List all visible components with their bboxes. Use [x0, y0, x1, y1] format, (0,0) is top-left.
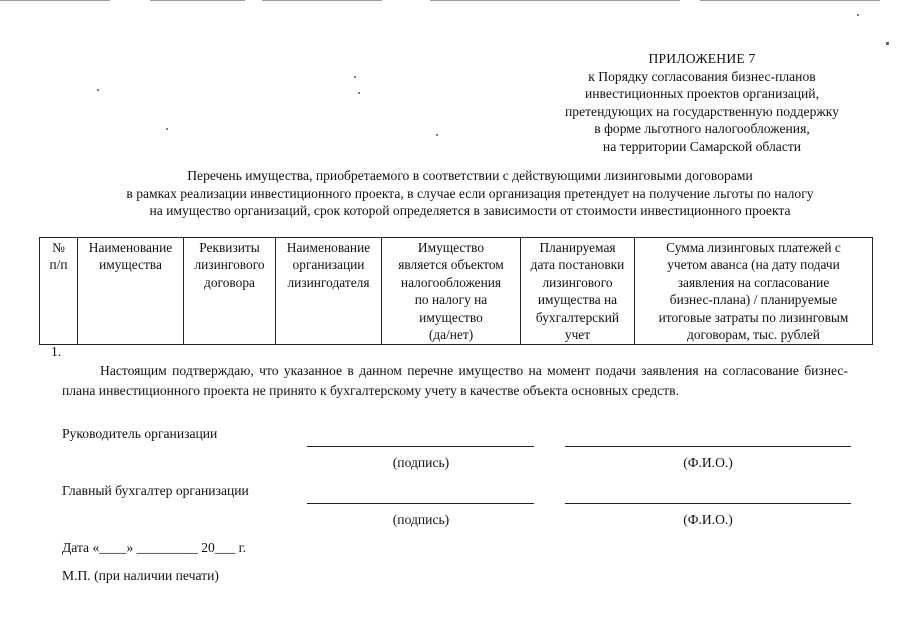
header-text: договора	[204, 274, 255, 290]
header-text: Сумма лизинговых платежей с	[666, 240, 841, 255]
header-text: по налогу на	[414, 292, 488, 308]
scan-speck	[166, 128, 168, 130]
scan-speck	[886, 42, 889, 45]
head-signature-caption: (подпись)	[392, 455, 450, 470]
table-header-row	[40, 238, 873, 345]
scan-speck	[857, 14, 859, 16]
document-heading	[40, 167, 900, 220]
head-name-caption: (Ф.И.О.)	[683, 455, 733, 470]
scan-speck	[436, 134, 438, 136]
header-text: лизингового	[542, 274, 613, 290]
accountant-signature-line[interactable]	[307, 503, 534, 504]
header-text: лизингодателя	[287, 274, 370, 290]
heading-line: на имущество организаций, срок которой определяется в зависимости от стоимости инвестиционного проекта	[149, 203, 791, 218]
scan-speck	[354, 76, 356, 78]
heading-line: Перечень имущества, приобретаемого в соответствии с действующими лизинговыми договорами	[187, 168, 753, 183]
accountant-name-line[interactable]	[565, 503, 851, 504]
header-text: лизингового	[194, 257, 265, 273]
stamp-line: М.П. (при наличии печати)	[62, 568, 219, 583]
header-text: п/п	[49, 257, 68, 273]
column-header-lease-details	[184, 238, 276, 345]
header-text: организации	[292, 257, 365, 273]
header-text: бухгалтерский	[535, 309, 620, 325]
header-text: Реквизиты	[199, 240, 260, 255]
header-text: (да/нет)	[428, 327, 474, 343]
header-text: №	[52, 240, 65, 255]
header-text: имущество	[419, 309, 483, 325]
accountant-name-caption: (Ф.И.О.)	[683, 512, 733, 527]
header-text: учетом аванса (на дату подачи	[667, 257, 840, 273]
column-header-property-name	[78, 238, 184, 345]
column-header-number	[40, 238, 78, 345]
header-text: дата постановки	[530, 257, 625, 273]
date-line: Дата «____» _________ 20___ г.	[62, 540, 247, 555]
header-text: имущества на	[537, 292, 618, 308]
scan-speck	[358, 92, 360, 94]
appendix-line: к Порядку согласования бизнес-планов	[588, 68, 816, 84]
appendix-title: ПРИЛОЖЕНИЕ 7	[648, 51, 756, 66]
header-text: Планируемая	[539, 240, 616, 255]
head-signature-line[interactable]	[307, 446, 534, 447]
header-text: учет	[564, 327, 591, 343]
scan-edge-line	[0, 0, 905, 3]
appendix-line: претендующих на государственную поддержку	[565, 103, 839, 119]
column-header-payments	[635, 238, 873, 345]
confirmation-paragraph: Настоящим подтверждаю, что указанное в данном перечне имущество на момент подачи заявления на согласование бизнес-плана инвестиционного проекта не принято к бухгалтерскому учету в качестве объекта основных средств.	[62, 363, 848, 398]
row-number: 1.	[51, 344, 62, 359]
header-text: налогообложения	[400, 274, 502, 290]
column-header-lessor	[276, 238, 382, 345]
header-text: итоговые затраты по лизинговым	[658, 309, 849, 325]
heading-line: в рамках реализации инвестиционного проекта, в случае если организация претендует на получение льготы по налогу	[126, 185, 814, 201]
header-text: Имущество	[417, 240, 485, 255]
head-name-line[interactable]	[565, 446, 851, 447]
header-text: Наименование	[88, 240, 173, 255]
appendix-line: на территории Самарской области	[602, 138, 802, 154]
accountant-signature-label: Главный бухгалтер организации	[62, 483, 249, 498]
accountant-signature-caption: (подпись)	[392, 512, 450, 527]
header-text: Наименование	[286, 240, 371, 255]
scan-speck	[97, 89, 99, 91]
header-text: является объектом	[398, 257, 504, 273]
appendix-line: в форме льготного налогообложения,	[594, 121, 810, 136]
column-header-taxable	[382, 238, 521, 345]
column-header-accounting-date	[521, 238, 635, 345]
appendix-header	[520, 50, 884, 155]
header-text: заявления на согласование	[677, 274, 830, 290]
header-text: бизнес-плана) / планируемые	[669, 292, 838, 308]
appendix-line: инвестиционных проектов организаций,	[585, 86, 819, 101]
head-signature-label: Руководитель организации	[62, 426, 218, 441]
property-table	[39, 237, 873, 345]
header-text: договорам, тыс. рублей	[687, 327, 820, 343]
header-text: имущества	[99, 257, 162, 273]
